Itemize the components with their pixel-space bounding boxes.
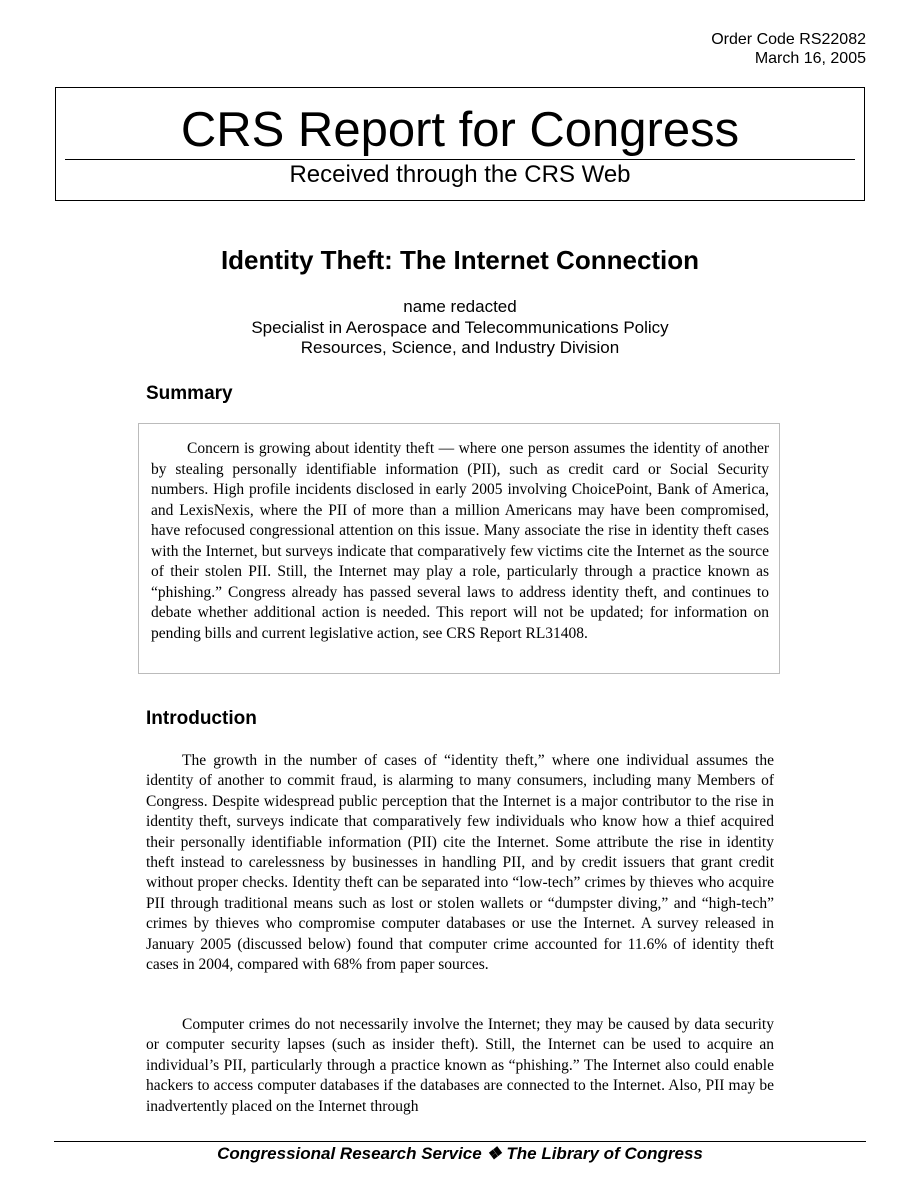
introduction-heading: Introduction bbox=[146, 708, 257, 729]
report-date: March 16, 2005 bbox=[754, 50, 866, 67]
document-title: Identity Theft: The Internet Connection bbox=[220, 245, 700, 275]
summary-box bbox=[138, 423, 780, 674]
footer-divider bbox=[54, 1141, 866, 1142]
author-name: name redacted bbox=[403, 297, 517, 316]
summary-heading: Summary bbox=[146, 383, 233, 404]
summary-text: Concern is growing about identity theft — where one person assumes the identity of another by stealing personally identifiable information (PII), such as credit card or Social Security numbers. High profile incidents disclosed in early 2005 involving ChoicePoint, Bank of America, and LexisNexis, where the PII of more than a million Americans may have been compromised, have refocused congressional attention on this issue. Many associate the rise in identity theft cases with the Internet, but surveys indicate that comparatively few victims cite the Internet as the source of their stolen PII. Still, the Internet may play a role, particularly through a practice known as “phishing.” Congress already has passed several laws to address identity theft, and continues to debate whether additional action is needed. This report will not be updated; for information on pending bills and current legislative action, see CRS Report RL31408. bbox=[151, 440, 769, 642]
report-header-subtitle: Received through the CRS Web bbox=[289, 161, 631, 188]
author-block bbox=[0, 297, 920, 359]
order-block bbox=[711, 30, 866, 68]
introduction-paragraph: The growth in the number of cases of “identity theft,” where one individual assumes the identity of another to commit fraud, is alarming to many consumers, including many Members of Congress. Despite widespread public perception that the Internet is a major contributor to the rise in identity theft, surveys indicate that comparatively few individuals who know how a thief acquired their personally identifiable information (PII) cite the Internet. Some attribute the rise in identity theft instead to carelessness by businesses in handling PII, and by credit issuers that grant credit without proper checks. Identity theft can be separated into “low-tech” crimes by thieves who acquire PII through traditional means such as lost or stolen wallets or “dumpster diving,” and “high-tech” crimes by thieves who compromise computer databases or use the Internet. A survey released in January 2005 (discussed below) found that computer crime accounted for 11.6% of identity theft cases in 2004, compared with 68% from paper sources. bbox=[146, 752, 774, 974]
summary-text-container bbox=[151, 439, 769, 644]
report-header-box bbox=[55, 87, 865, 201]
author-position: Specialist in Aerospace and Telecommunications Policy bbox=[251, 317, 669, 337]
introduction-paragraph: Computer crimes do not necessarily involve the Internet; they may be caused by data security or computer security lapses (such as insider theft). Still, the Internet can be used to acquire an individual’s PII, particularly through a practice known as “phishing.” The Internet also could enable hackers to access computer databases if the databases are connected to the Internet. Also, PII may be inadvertently placed on the Internet through bbox=[146, 1016, 774, 1115]
introduction-paragraph-2-container bbox=[146, 1015, 774, 1117]
order-code: Order Code RS22082 bbox=[711, 31, 866, 48]
author-division: Resources, Science, and Industry Division bbox=[300, 338, 620, 357]
introduction-paragraph-1-container bbox=[146, 751, 774, 975]
header-divider bbox=[65, 159, 855, 160]
footer-text: Congressional Research Service ❖ The Library of Congress bbox=[217, 1144, 703, 1163]
report-header-title: CRS Report for Congress bbox=[180, 103, 740, 157]
